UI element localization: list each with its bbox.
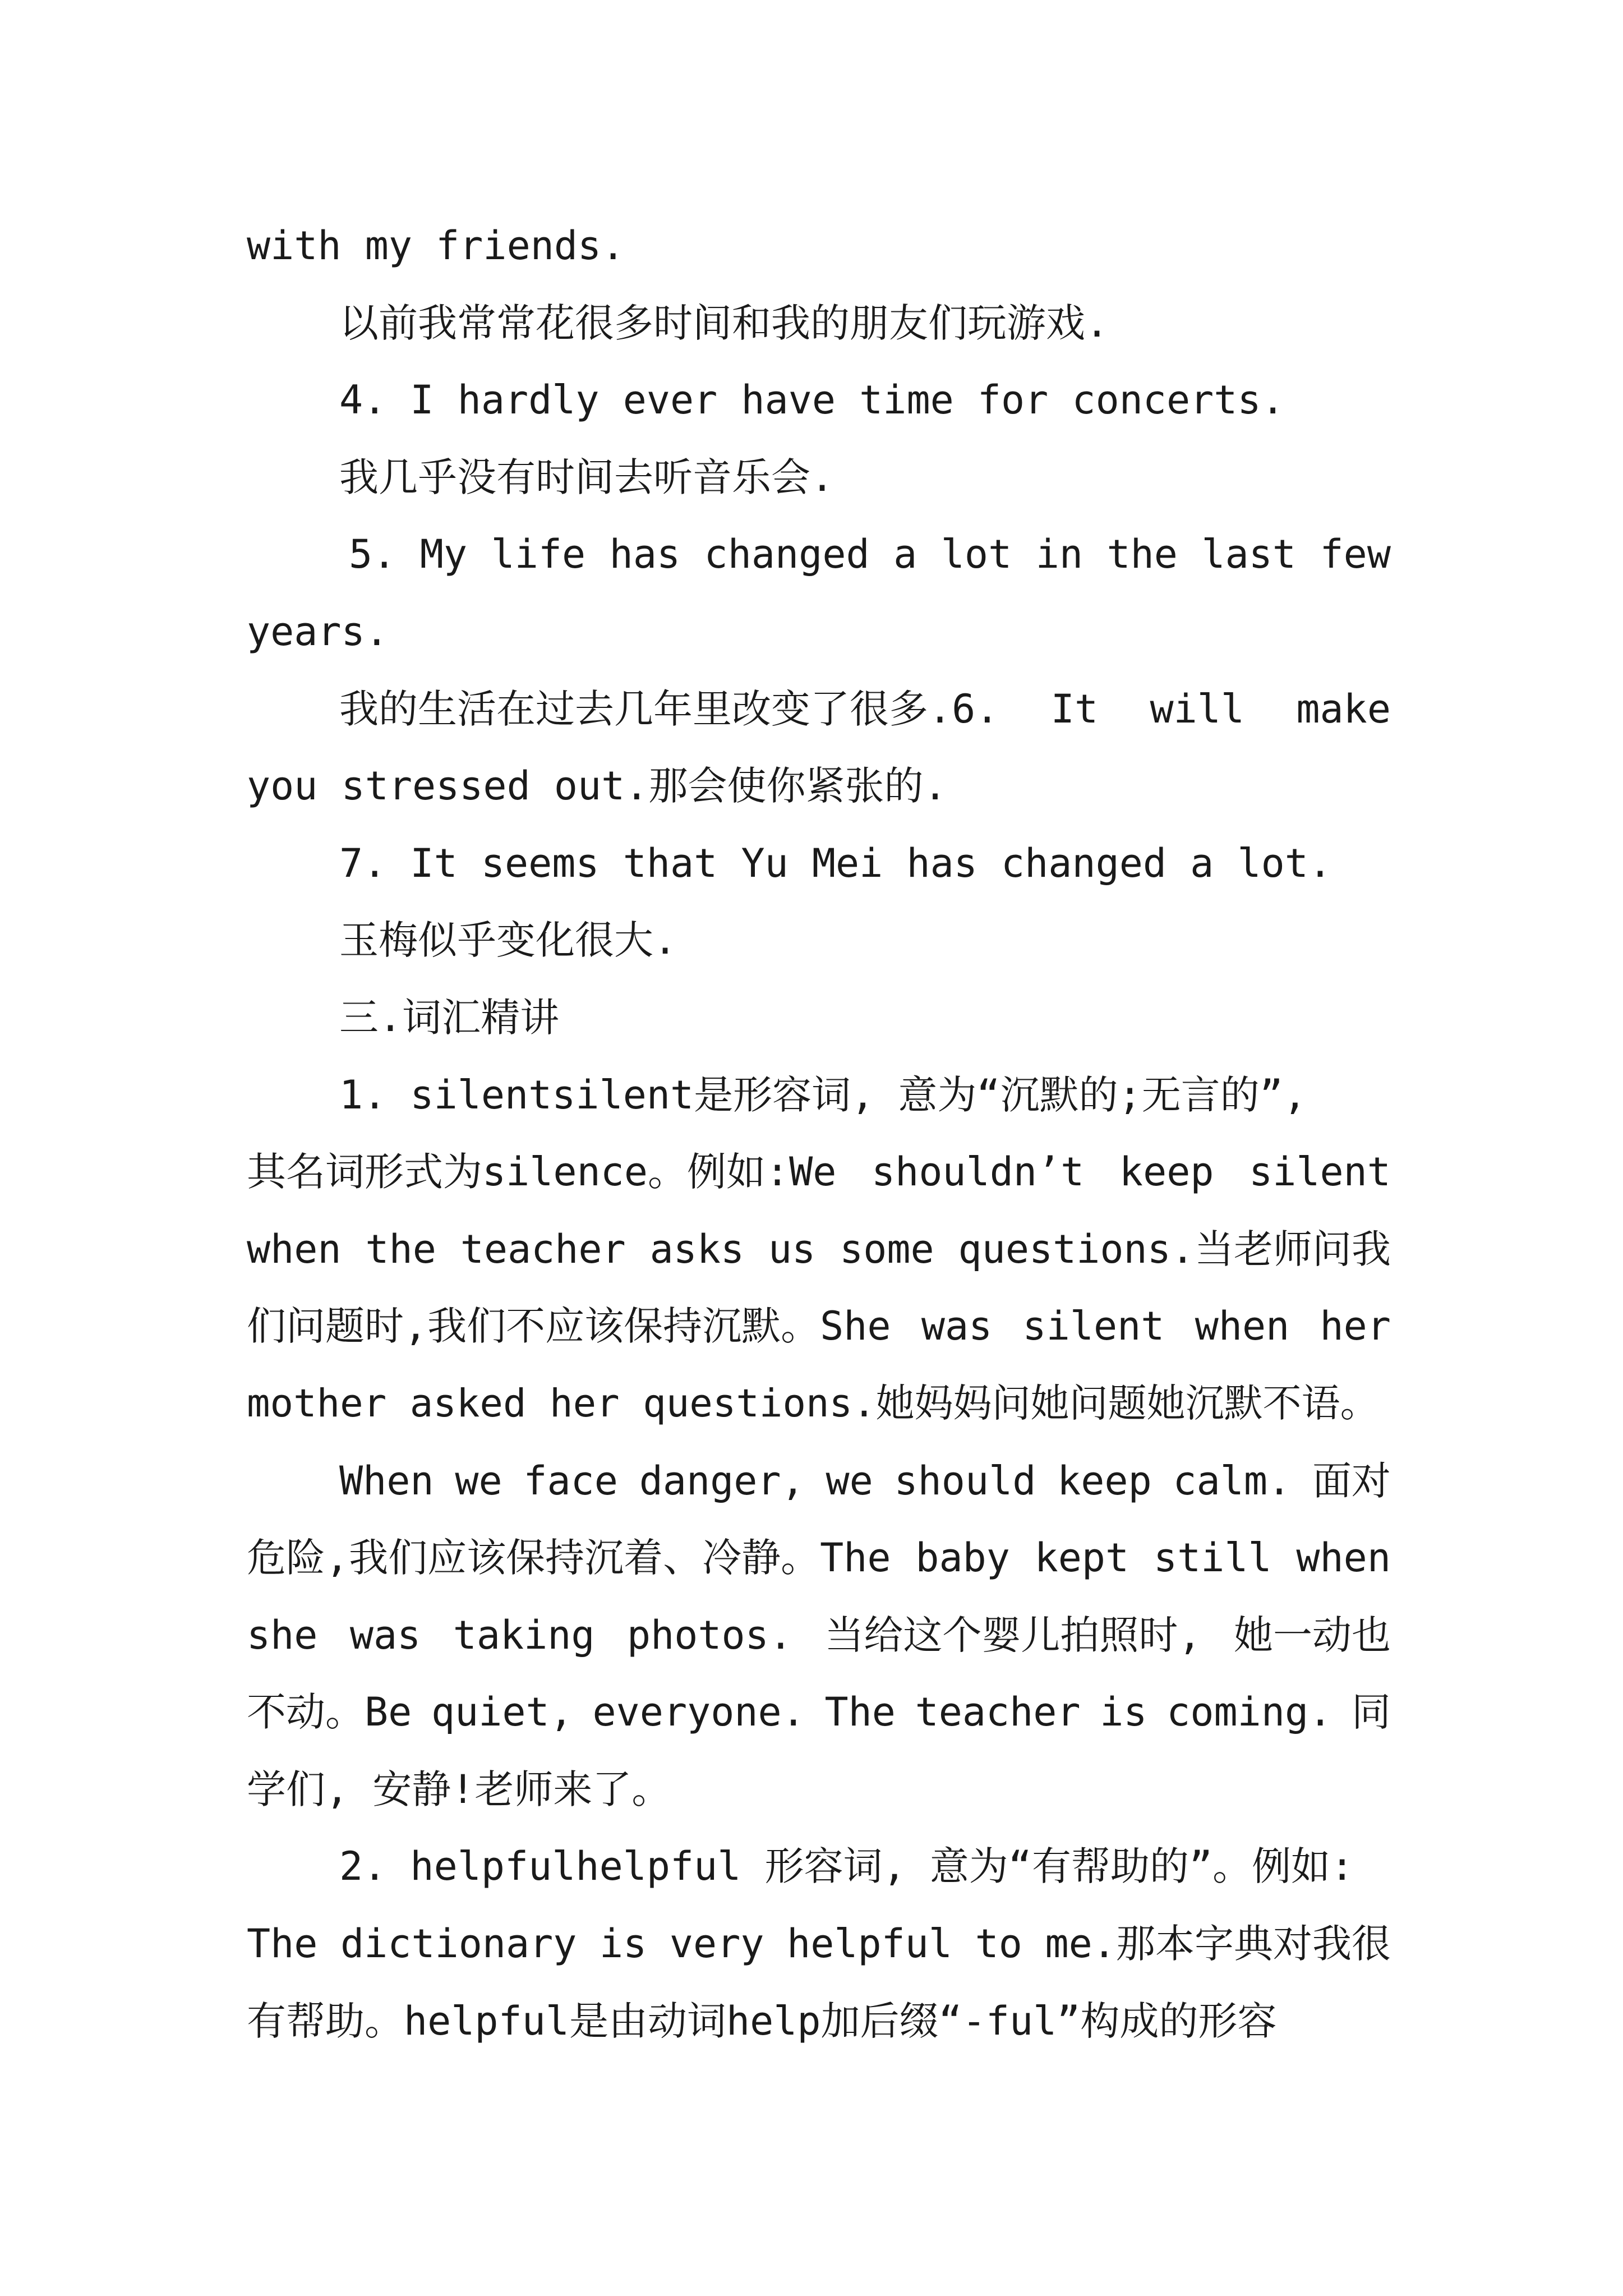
word: helpful [787,1921,953,1967]
word: When [339,1457,434,1504]
text-line: 有帮助。helpful是由动词help加后缀“-ful”构成的形容 [247,1998,1277,2044]
word: still [1153,1535,1272,1581]
word: asks [649,1226,745,1272]
word: when [1195,1303,1290,1350]
word: teacher [915,1689,1081,1736]
word: keep [1119,1149,1214,1195]
word: 同 [1351,1689,1391,1736]
word: silent [1249,1149,1391,1195]
word: kept [1034,1535,1129,1581]
text-line: mother asked her questions.她妈妈问她问题她沉默不语。 [247,1381,1379,1426]
word: The [247,1921,318,1967]
text-line: 我几乎没有时间去听音乐会. [339,454,834,500]
word: in [1035,531,1083,578]
text-line: with my friends. [247,223,625,269]
word: lot [940,531,1012,578]
word: questions.当老师问我 [958,1226,1391,1272]
word: is [600,1921,647,1967]
word: teacher [460,1226,626,1272]
word: changed [704,531,870,578]
word: last [1201,531,1297,578]
text-line: years. [247,608,389,655]
text-line [247,1134,1391,1211]
word: the [1106,531,1178,578]
text-line [247,1597,1391,1674]
word: will [1150,685,1245,732]
text-line [247,1443,1391,1520]
word: 我的生活在过去几年里改变了很多.6. [339,685,999,732]
word: very [669,1921,764,1967]
text-line: 以前我常常花很多时间和我的朋友们玩游戏. [339,300,1109,346]
word: 们问题时,我们不应该保持沉默。She [247,1303,891,1350]
word: calm. [1173,1457,1292,1504]
word: we [826,1457,873,1504]
word: me.那本字典对我很 [1045,1921,1391,1967]
text-line: 1. silentsilent是形容词, 意为“沉默的;无言的”, [339,1071,1307,1118]
word: she [247,1612,318,1658]
text-line: 4. I hardly ever have time for concerts. [339,377,1285,424]
word: 5. [349,531,396,578]
text-line [247,516,1391,593]
word: silent [1022,1303,1165,1350]
word: photos. [626,1612,792,1658]
text-line: 2. helpfulhelpful 形容词, 意为“有帮助的”。例如: [339,1843,1354,1890]
word: was [349,1612,421,1658]
text-line [247,1520,1391,1597]
text-line [247,1674,1391,1751]
text-line: 玉梅似乎变化很大. [339,917,677,964]
word: 当给这个婴儿拍照时, [824,1612,1202,1658]
word: us [768,1226,816,1272]
document-page [247,208,1391,2060]
word: 面对 [1312,1457,1391,1504]
word: is [1100,1689,1147,1736]
text-line [247,1211,1391,1289]
word: coming. [1166,1689,1332,1736]
text-line [247,1288,1391,1365]
word: shouldn’t [872,1149,1085,1195]
word: baby [915,1535,1010,1581]
section-heading: 三.词汇精讲 [339,994,560,1041]
word: taking [453,1612,595,1658]
text-line [247,671,1391,748]
text-line: you stressed out.那会使你紧张的. [247,763,947,809]
word: her [1320,1303,1391,1350]
word: when [247,1226,342,1272]
text-line: 学们, 安静!老师来了。 [247,1766,671,1812]
word: 她一动也 [1233,1612,1391,1658]
word: to [975,1921,1022,1967]
word: The [824,1689,896,1736]
word: quiet, [431,1689,573,1736]
word: was [921,1303,993,1350]
word: keep [1057,1457,1152,1504]
word: we [455,1457,502,1504]
word: some [840,1226,934,1272]
word: everyone. [592,1689,805,1736]
word: 其名词形式为silence。例如:We [247,1149,837,1195]
word: make [1296,685,1391,732]
text-line [247,1906,1391,1983]
word: dictionary [340,1921,577,1967]
word: 危险,我们应该保持沉着、冷静。The [247,1535,891,1581]
text-line: 7. It seems that Yu Mei has changed a lot. [339,840,1332,886]
word: should [894,1457,1036,1504]
word: danger, [639,1457,805,1504]
word: when [1296,1535,1391,1581]
word: face [523,1457,618,1504]
word: life [491,531,586,578]
word: a [893,531,917,578]
word: 不动。Be [247,1689,412,1736]
word: the [365,1226,436,1272]
word: has [609,531,681,578]
word: few [1320,531,1391,578]
word: It [1050,685,1099,732]
word: My [419,531,468,578]
